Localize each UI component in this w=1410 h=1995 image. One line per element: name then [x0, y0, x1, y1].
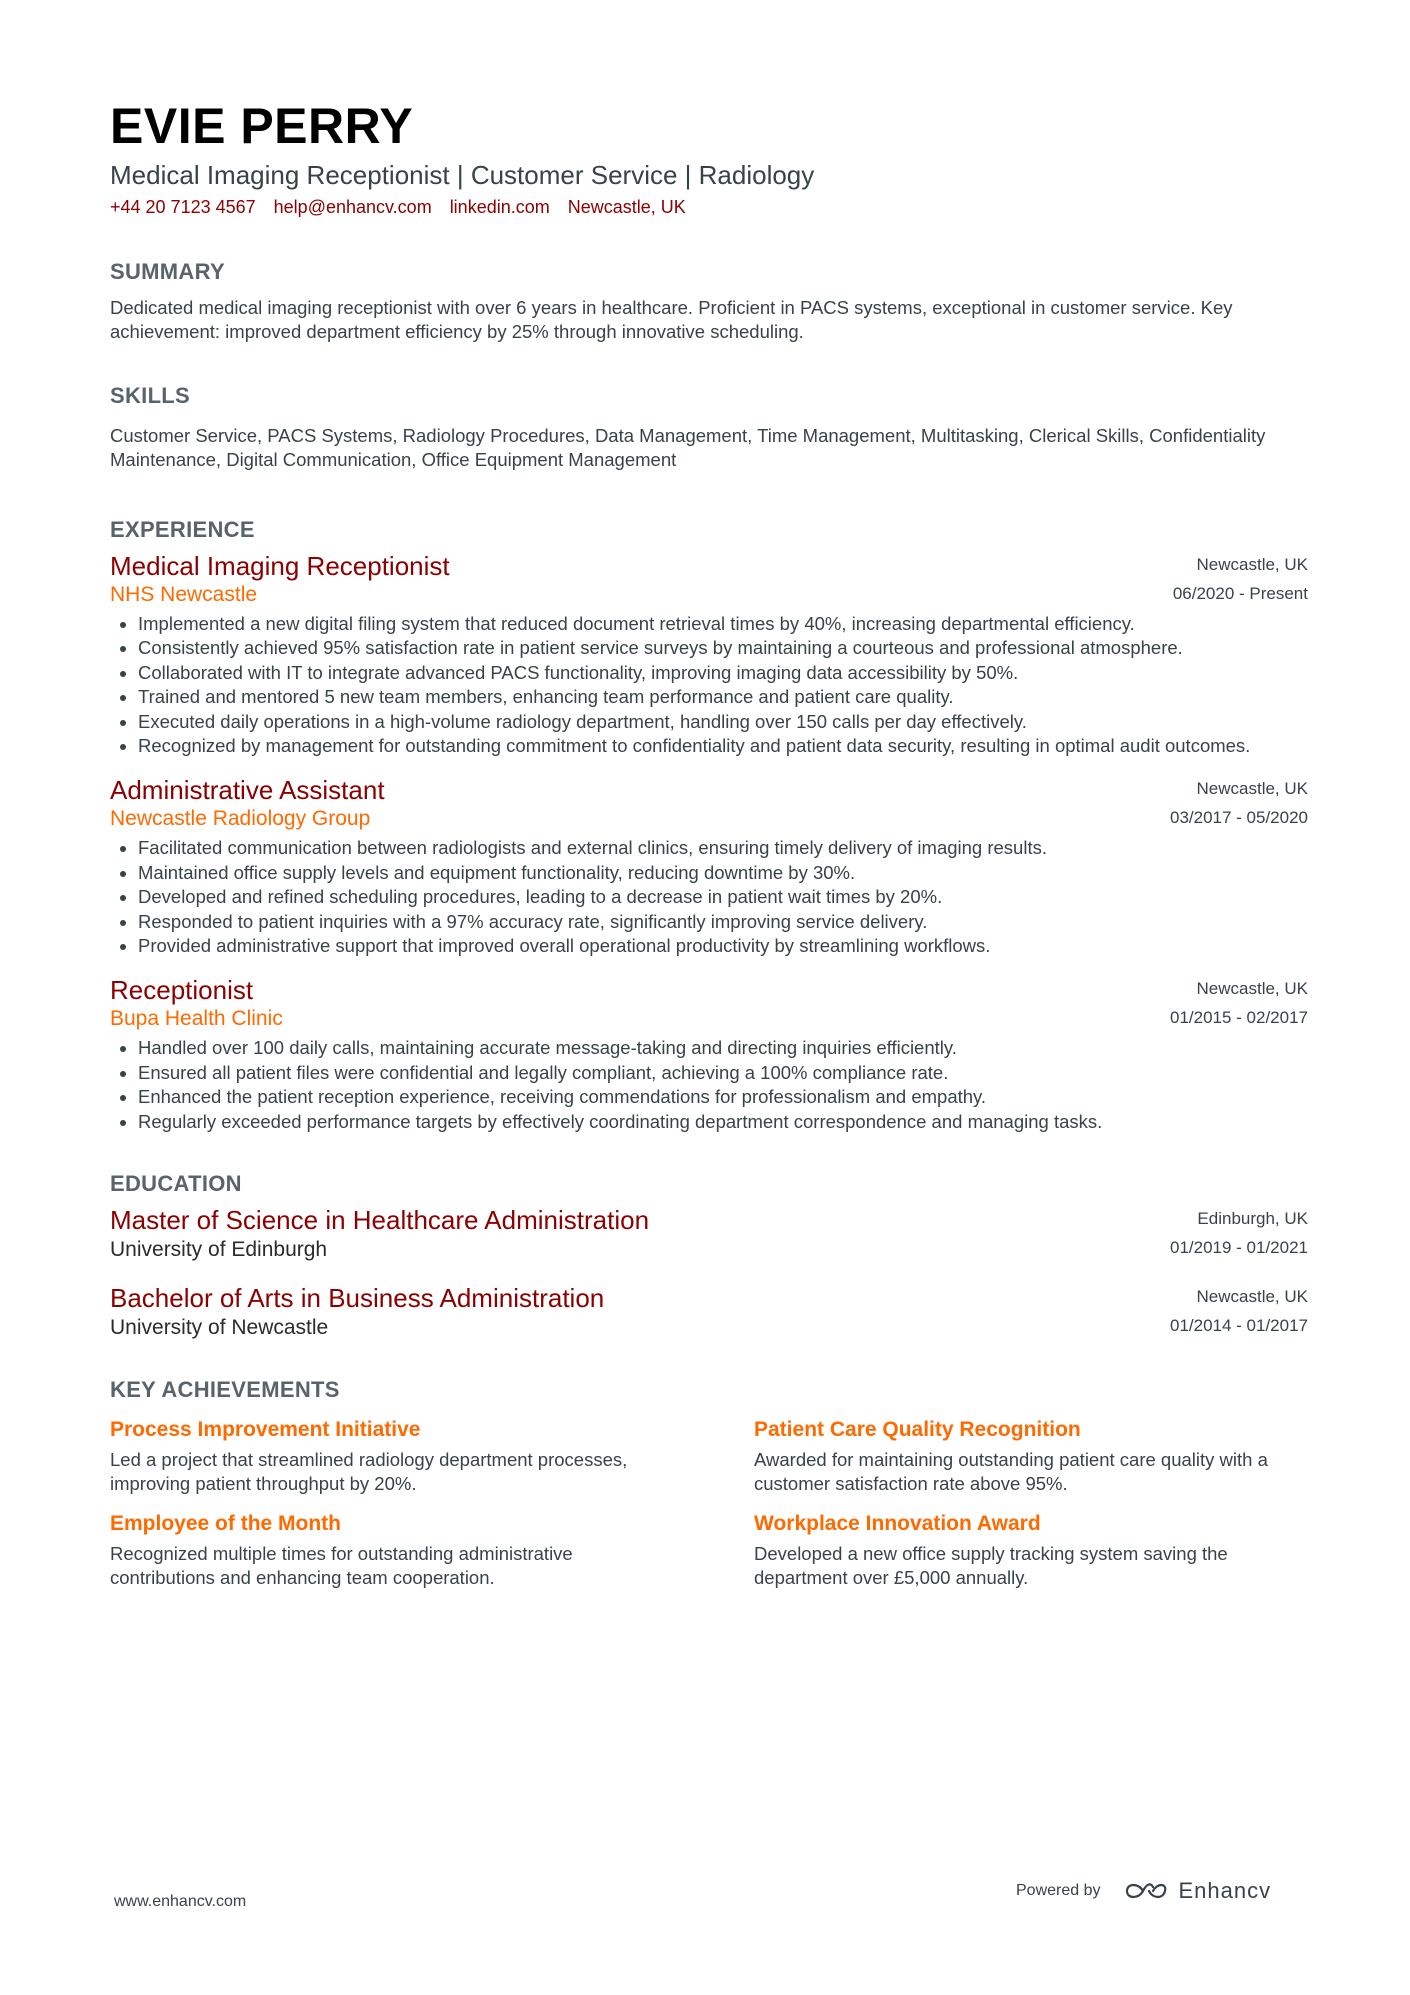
achievement-title: Employee of the Month [110, 1512, 341, 1536]
job-location: Newcastle, UK [1196, 779, 1308, 799]
resume-header [110, 96, 1308, 220]
experience-entry [110, 774, 1308, 958]
job-dates: 01/2015 - 02/2017 [1169, 1008, 1308, 1028]
achievements-section [110, 1376, 1308, 1590]
experience-entry [110, 550, 1308, 758]
resume-content [110, 96, 1308, 1590]
enhancv-logo-icon [1123, 1879, 1169, 1903]
footer-website-link[interactable]: www.enhancv.com [114, 1893, 247, 1910]
education-section [110, 1170, 1308, 1342]
achievement-description: Developed a new office supply tracking system saving the department over £5,000 annually. [754, 1543, 1228, 1589]
list-item: • Recognized by management for outstanding commitment to confidentiality and patient data security, resulting in optimal audit outcomes. [138, 734, 1308, 758]
company-name: Newcastle Radiology Group [110, 807, 371, 831]
education-dates: 01/2019 - 01/2021 [1169, 1238, 1308, 1258]
company-name: Bupa Health Clinic [110, 1007, 283, 1031]
list-item: • Collaborated with IT to integrate advanced PACS functionality, improving imaging data accessibility by 50%. [138, 661, 1308, 685]
achievement-description: Led a project that streamlined radiology department processes, improving patient throughput by 20%. [110, 1449, 628, 1495]
achievement-title: Process Improvement Initiative [110, 1418, 421, 1442]
list-item: • Enhanced the patient reception experience, receiving commendations for professionalism and empathy. [138, 1085, 1308, 1109]
achievement-description: Recognized multiple times for outstanding administrative contributions and enhancing team cooperation. [110, 1543, 573, 1589]
powered-by-label: Powered by [1016, 1882, 1101, 1899]
section-title-experience: EXPERIENCE [110, 517, 255, 542]
list-item: • Ensured all patient files were confidential and legally compliant, achieving a 100% compliance rate. [138, 1061, 1308, 1085]
skills-section [110, 382, 1308, 472]
section-title-achievements: KEY ACHIEVEMENTS [110, 1377, 340, 1403]
list-item: • Facilitated communication between radiologists and external clinics, ensuring timely delivery of imaging results. [138, 836, 1308, 860]
company-name: NHS Newcastle [110, 583, 258, 606]
list-item: • Implemented a new digital filing system that reduced document retrieval times by 40%, increasing departmental efficiency. [138, 612, 1308, 636]
degree-title: Bachelor of Arts in Business Administration [110, 1283, 605, 1314]
education-location: Edinburgh, UK [1197, 1209, 1308, 1229]
school-name: University of Newcastle [110, 1316, 329, 1340]
job-bullets [110, 836, 1308, 958]
section-title-skills: SKILLS [110, 383, 191, 408]
education-entry [110, 1204, 1308, 1264]
job-title: Medical Imaging Receptionist [110, 551, 450, 581]
education-location: Newcastle, UK [1196, 1287, 1308, 1307]
list-item: • Executed daily operations in a high-volume radiology department, handling over 150 calls per day effectively. [138, 710, 1308, 734]
contact-info [110, 194, 1308, 220]
school-name: University of Edinburgh [110, 1238, 328, 1262]
footer-branding [1016, 1878, 1271, 1904]
job-title: Receptionist [110, 975, 254, 1006]
achievement-item [110, 1416, 664, 1496]
list-item: • Trained and mentored 5 new team members, enhancing team performance and patient care quality. [138, 685, 1308, 709]
list-item: • Developed and refined scheduling procedures, leading to a decrease in patient wait times by 20%. [138, 885, 1308, 909]
achievement-item [754, 1416, 1308, 1496]
phone-link[interactable]: +44 20 7123 4567 [110, 197, 256, 217]
job-bullets [110, 612, 1308, 758]
achievement-title: Workplace Innovation Award [754, 1512, 1041, 1536]
experience-entry [110, 974, 1308, 1134]
list-item: • Handled over 100 daily calls, maintaining accurate message-taking and directing inquiries efficiently. [138, 1036, 1308, 1060]
job-location: Newcastle, UK [1196, 555, 1308, 574]
degree-title: Master of Science in Healthcare Administration [110, 1205, 650, 1236]
job-bullets [110, 1036, 1308, 1134]
achievement-item [754, 1510, 1308, 1590]
education-dates: 01/2014 - 01/2017 [1169, 1316, 1308, 1336]
list-item: • Regularly exceeded performance targets by effectively coordinating department correspondence and managing tasks. [138, 1110, 1308, 1134]
job-dates: 03/2017 - 05/2020 [1169, 808, 1308, 828]
candidate-headline: Medical Imaging Receptionist | Customer Service | Radiology [110, 160, 815, 190]
job-dates: 06/2020 - Present [1172, 584, 1308, 603]
skills-text: Customer Service, PACS Systems, Radiology Procedures, Data Management, Time Management, Multitasking, Clerical Skills, Confidentiality Maintenance, Digital Communication, Office Equipment Management [110, 425, 1266, 470]
email-link[interactable]: help@enhancv.com [273, 197, 432, 217]
list-item: • Responded to patient inquiries with a 97% accuracy rate, significantly improving service delivery. [138, 910, 1308, 934]
list-item: • Provided administrative support that improved overall operational productivity by streamlining workflows. [138, 934, 1308, 958]
section-title-summary: SUMMARY [110, 259, 225, 284]
candidate-name: EVIE PERRY [110, 98, 414, 154]
list-item: • Consistently achieved 95% satisfaction rate in patient service surveys by maintaining a courteous and professional atmosphere. [138, 636, 1308, 660]
achievements-grid [110, 1416, 1308, 1590]
experience-list [110, 550, 1308, 1134]
achievement-item [110, 1510, 664, 1590]
education-entry [110, 1282, 1308, 1342]
achievement-description: Awarded for maintaining outstanding patient care quality with a customer satisfaction rate above 95%. [754, 1449, 1268, 1495]
linkedin-link[interactable]: linkedin.com [449, 197, 550, 217]
summary-section [110, 258, 1308, 344]
enhancv-brand[interactable] [1123, 1878, 1272, 1904]
list-item: • Maintained office supply levels and equipment functionality, reducing downtime by 30%. [138, 861, 1308, 885]
experience-section [110, 516, 1308, 1134]
enhancv-brand-name: Enhancv [1178, 1878, 1272, 1903]
summary-text: Dedicated medical imaging receptionist with over 6 years in healthcare. Proficient in PACS systems, exceptional in customer service. Key achievement: improved department efficiency by 25% through innovative scheduling. [110, 297, 1233, 342]
achievement-title: Patient Care Quality Recognition [754, 1418, 1081, 1442]
section-title-education: EDUCATION [110, 1171, 242, 1197]
location-text: Newcastle, UK [567, 197, 686, 217]
job-title: Administrative Assistant [110, 775, 385, 806]
job-location: Newcastle, UK [1196, 979, 1308, 999]
